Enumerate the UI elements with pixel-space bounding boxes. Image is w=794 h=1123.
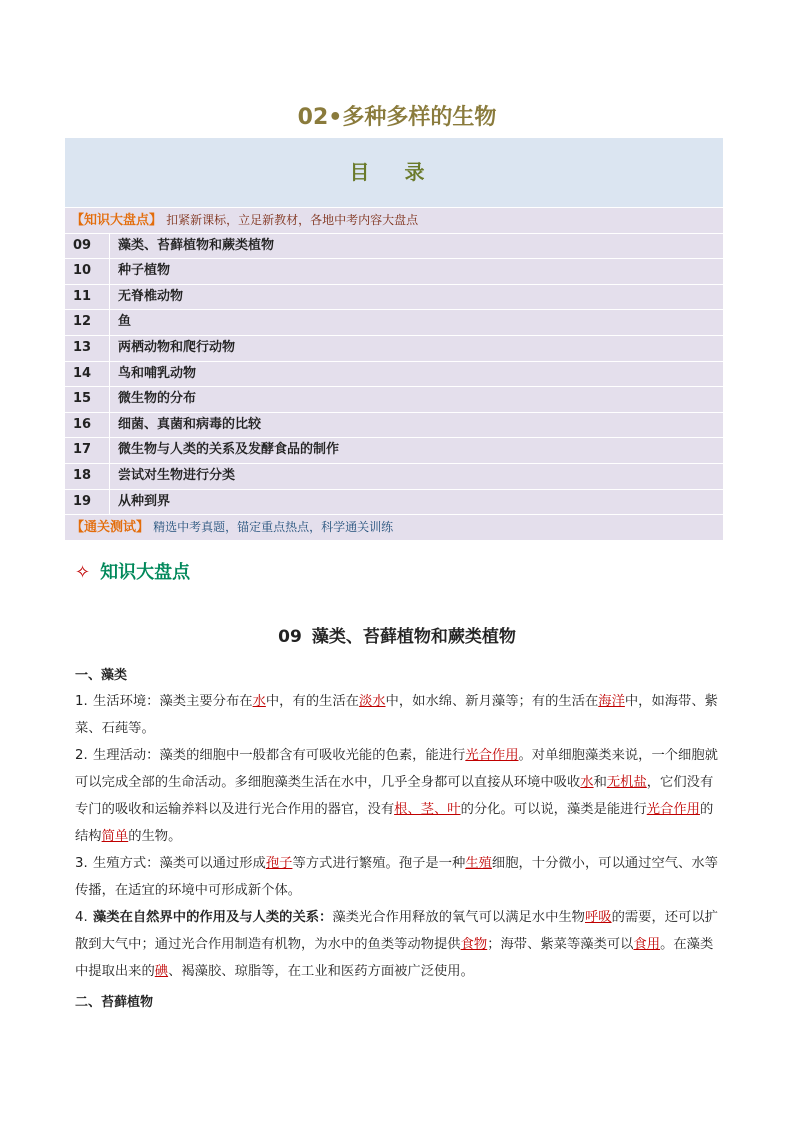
keyword: 根、茎、叶 — [394, 802, 461, 817]
toc-item[interactable] — [65, 386, 723, 412]
paragraph-index: 4. — [75, 910, 88, 925]
text-run: 的分化。可以说，藻类是能进行 — [460, 802, 647, 817]
toc-item-label: 微生物与人类的关系及发酵食品的制作 — [118, 442, 340, 458]
toc-item[interactable] — [65, 233, 723, 259]
keyword: 呼吸 — [584, 910, 612, 925]
toc-item-number: 15 — [65, 387, 110, 412]
toc-banner-test[interactable] — [65, 514, 723, 540]
toc-item-number: 17 — [65, 438, 110, 463]
chapter-name: 藻类、苔藓植物和蕨类植物 — [311, 627, 516, 647]
toc-item-label: 藻类、苔藓植物和蕨类植物 — [118, 237, 275, 253]
toc-item[interactable] — [65, 284, 723, 310]
text-run: 中，如水绵、新月藻等；有的生活在 — [385, 694, 599, 709]
paragraph-lead: 生殖方式： — [93, 856, 160, 871]
chapter-title — [0, 622, 794, 647]
toc-item[interactable] — [65, 437, 723, 463]
keyword: 孢子 — [265, 856, 293, 871]
keyword: 光合作用 — [465, 748, 519, 763]
paragraph-index: 3. — [75, 856, 88, 871]
text-run: 的需要，还可以扩散到大气中；通过光合作用制造有机物，为水中的鱼类等动物提供 — [75, 910, 718, 952]
toc-item-number: 09 — [65, 234, 110, 259]
toc-item-label: 两栖动物和爬行动物 — [118, 339, 236, 355]
toc-item[interactable] — [65, 463, 723, 489]
text-run: 藻类的细胞中一般都含有可吸收光能的色素，能进行 — [159, 748, 466, 763]
keyword: 食物 — [460, 937, 488, 952]
toc-item-number: 19 — [65, 490, 110, 515]
table-of-contents — [65, 138, 723, 540]
page-title: 02•多种多样的生物 — [297, 105, 497, 130]
keyword: 海洋 — [598, 694, 625, 709]
subheading-moss: 二、苔藓植物 — [75, 995, 154, 1010]
text-run: 。对单细胞藻类来说，一个细胞就可以完成全部的生命活动。多细胞藻类生活在水中，几乎全身都可以直接从环境中吸收 — [75, 748, 718, 790]
star-icon: ✧ — [75, 562, 91, 583]
toc-heading: 目 录 — [65, 138, 723, 207]
paragraph-index: 1. — [75, 694, 88, 709]
text-run: 中，有的生活在 — [265, 694, 359, 709]
paragraph-physiology — [75, 742, 725, 850]
keyword: 生殖 — [465, 856, 492, 871]
paragraph-lead: 藻类在自然界中的作用及与人类的关系： — [93, 910, 333, 925]
text-run: 。在藻类中提取出来的 — [75, 937, 714, 979]
paragraph-reproduction — [75, 850, 725, 904]
keyword: 无机盐 — [606, 775, 647, 790]
paragraph-index: 2. — [75, 748, 88, 763]
text-run: 、褐藻胶、琼脂等，在工业和医药方面被广泛使用。 — [168, 964, 474, 979]
toc-banner-knowledge[interactable] — [65, 207, 723, 233]
keyword: 淡水 — [358, 694, 386, 709]
text-run: ，它们没有专门的吸收和运输养料以及进行光合作用的器官，没有 — [75, 775, 714, 817]
toc-item-label: 微生物的分布 — [118, 391, 197, 407]
keyword: 碘 — [154, 964, 169, 979]
toc-item-number: 14 — [65, 362, 110, 387]
toc-item-number: 11 — [65, 285, 110, 310]
text-run: 藻类可以通过形成 — [159, 856, 266, 871]
keyword: 水 — [252, 694, 266, 709]
toc-item-number: 10 — [65, 259, 110, 284]
toc-item-number: 16 — [65, 413, 110, 438]
toc-banner-note: 精选中考真题，锚定重点热点，科学通关训练 — [153, 520, 394, 535]
paragraph-lead: 生理活动： — [93, 748, 160, 763]
text-run: 细胞，十分微小，可以通过空气、水等传播，在适宜的环境中可形成新个体。 — [75, 856, 718, 898]
text-run: 和 — [593, 775, 607, 790]
toc-item-label: 尝试对生物进行分类 — [118, 467, 236, 483]
text-run: 中，如海带、紫菜、石莼等。 — [75, 694, 718, 736]
text-run: 的结构 — [75, 802, 714, 844]
subheading-algae: 一、藻类 — [75, 668, 128, 683]
keyword: 食用 — [633, 937, 661, 952]
paragraph-role — [75, 904, 725, 985]
toc-item[interactable] — [65, 361, 723, 387]
toc-item-label: 从种到界 — [118, 493, 171, 509]
toc-item-label: 种子植物 — [118, 263, 171, 279]
text-run: 藻类主要分布在 — [159, 694, 253, 709]
paragraph-habitat — [75, 688, 725, 742]
text-run: 藻类光合作用释放的氧气可以满足水中生物 — [332, 910, 585, 925]
toc-banner-tag: 【知识大盘点】 — [71, 213, 163, 228]
toc-item[interactable] — [65, 412, 723, 438]
section-label: 知识大盘点 — [100, 562, 191, 583]
toc-item-label: 鸟和哺乳动物 — [118, 365, 197, 381]
toc-item-label: 鱼 — [118, 314, 132, 330]
toc-banner-note: 扣紧新课标，立足新教材，各地中考内容大盘点 — [166, 213, 419, 227]
keyword: 简单 — [101, 829, 129, 844]
keyword: 水 — [580, 775, 594, 790]
paragraph-lead: 生活环境： — [93, 694, 160, 709]
toc-item-number: 12 — [65, 310, 110, 335]
toc-item-number: 13 — [65, 336, 110, 361]
keyword: 光合作用 — [646, 802, 700, 817]
text-run: 的生物。 — [128, 829, 182, 844]
toc-banner-tag: 【通关测试】 — [71, 520, 150, 536]
toc-item-number: 18 — [65, 464, 110, 489]
toc-item[interactable] — [65, 258, 723, 284]
toc-item-label: 无脊椎动物 — [118, 288, 184, 304]
toc-item[interactable] — [65, 309, 723, 335]
toc-item[interactable] — [65, 335, 723, 361]
section-heading — [75, 558, 190, 584]
text-run: ；海带、紫菜等藻类可以 — [487, 937, 634, 952]
toc-item[interactable] — [65, 489, 723, 515]
chapter-number: 09 — [278, 627, 302, 647]
text-run: 等方式进行繁殖。孢子是一种 — [292, 856, 466, 871]
toc-item-label: 细菌、真菌和病毒的比较 — [118, 416, 262, 432]
